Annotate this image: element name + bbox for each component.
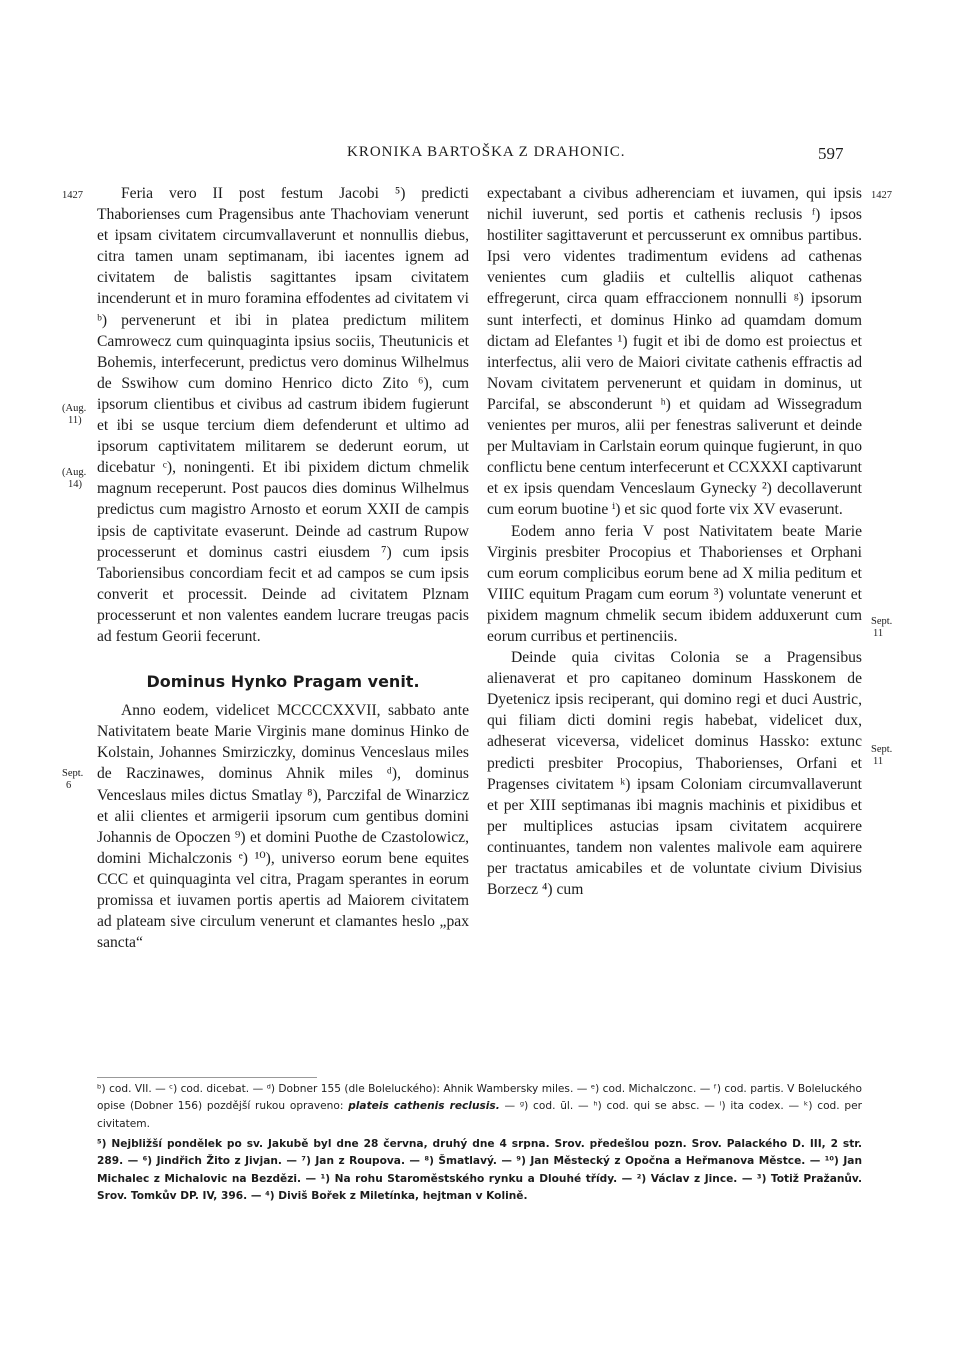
footnote-rule <box>97 1077 317 1078</box>
margin-year-right: 1427 <box>871 190 892 201</box>
right-paragraph-2: Eodem anno feria V post Nativitatem beate Marie Virginis presbiter Procopius et Thaborienses et Orphani cum eorum complicibus eorum bene ad X milia peditum et VIIIC equitum Pragam cum eorum ³) voluntate venerunt et pixidem magnum chmelik secum ibidem adduxerunt cum eorum curribus et pertinenciis. <box>487 522 862 645</box>
margin-date-sept11-first-line1: Sept. <box>871 616 893 627</box>
right-column <box>487 183 862 900</box>
left-column <box>97 183 469 953</box>
left-paragraph-2: Anno eodem, videlicet MCCCCXXVII, sabbato ante Nativitatem beate Marie Virginis mane dominus Hinko de Kolstain, Johannes Smirziczky, dominus Venceslaus miles de Raczinawes, dominus Ahnik miles ᵈ), dominus Venceslaus miles dictus Smatlay ⁸), Parczifal de Winarziсz et alii clientes et armigerii ipsorum cum gentibus domini Johannis de Opoczen ⁹) et domini Puothe de Czastolowicz, domini Michalczonis ᵉ) ¹⁰), universo eorum bene equites CCC et quinquaginta vel citra, Pragam sperantes in eorum promissa et iuvamen portis apertis ad Maiorem civitatem ad plateam sive circulum venerunt et clamantes heslo „pax sancta“ <box>97 702 469 952</box>
left-paragraph-1: Feria vero II post festum Jacobi ⁵) predicti Thaborienses cum Pragensibus ante Thachoviam venerunt et ipsam civitatem circumvallaverunt et nonnullis diebus, citra tamen unam septimanam, ibi iacentes ignem ad civitatem de balistis sagittantes ipsam civitatem incenderunt et in muro foramina effodentes ad civitatem vi ᵇ) pervenerunt et ibi in platea predictum militem Camrowecz cum quinquaginta ipsius sociis, Theutunicis et Bohemis, interfecerunt, predictus vero dominus Wilhelmus de Sswihow cum domino Henrico dicto Zito ⁶), cum ipsorum clientibus et civibus ad castrum ibidem fugierunt et ibi se usque tercium diem defenderunt et ultimo ad ipsorum captivitatem militarem se dederunt eorum, ut dicebatur ᶜ), noningenti. Et ibi pixidem dictum chmelik magnum receperunt. Post paucos dies dominus Wilhelmus predictus cum magistro Arnosto et eorum XXII de campis ipsis de captivitate evaserunt. Deinde ad castrum Rupow processerunt et dominus castri eiusdem ⁷) cum ipsis Taboriensibus concordiam fecit et ad campos se cum ipsis converit et processit. Deinde ad civitatem Plznam processerunt et non valentes eandem lucrare treugas pacis ad festum Georii fecerunt. <box>97 185 469 645</box>
page-number: 597 <box>818 144 844 163</box>
margin-date-sept6-line1: Sept. <box>62 768 84 779</box>
margin-date-sept11-second-line2: 11 <box>873 756 884 767</box>
margin-date-sept6-line2: 6 <box>66 780 72 791</box>
section-heading: Dominus Hynko Pragam venit. <box>146 672 420 692</box>
right-paragraph-3: Deinde quia civitas Colonia se a Pragensibus alienaverat et pro capitaneo dominum Hasskonem de Dyetenicz ipsis reciperant, qui domino regi et duci Austric, qui filiam dicti domini regis habebat, videlicet dux, adheserat viceversa, videlicet dominus Hassko: extunc predicti presbiter Procopius, Thaborienses, Orfani et Pragenses civitatem ᵏ) ipsam Coloniam circumvallaverunt et per XIII septimanas ibi magnis machinis et pixidibus et per multiplices astucias ipsam civitatem acquirere continuantes, tandem non valentes malivole eam aquirere per tractatus amicabiles et de voluntate civium Divisius Borzecz ⁴) cum <box>487 649 862 899</box>
margin-date-aug14-line2: 14) <box>68 479 82 490</box>
critical-notes-italic: plateis cathenis reclusis. <box>348 1100 500 1113</box>
right-paragraph-1: expectabant a civibus adherenciam et iuvamen, qui ipsis nichil iuverunt, sed portis et cathenis reclusis ᶠ) ipsos hostiliter sagittaverunt et percusserunt ex omnibus partibus. Ipsi vero videntes tradimentum evidens ad cathenas venientes cum gladiis et cultellis aliquot cathenas effregerunt, circa quam effraccionem nonnulli ᵍ) ipsorum sunt interfecti, et dominus Hinko ad quamdam domum dictam ad Elefantes ¹) fugit et ibi de domo est proiectus et interfectus, alii vero de Maiori civitate cathenis effractis ad Novam civitatem pervenerunt et quidam in dominus, ut Parcifal, se absconderunt ʰ) et quidam ad Wissegradum venientes per muros, alii per fenestras saliverunt et deinde per Multaviam in Carlstain eorum quinque fugierunt, in quo conflictu bene centum interfecerunt et CCXXXI captivarunt et ex ipsis quendam Venceslaum Gynecky ²) decollaverunt cum eorum buotine ⁱ) et sic quod forte vix XV evaserunt. <box>487 185 862 519</box>
margin-date-aug14-line1: (Aug. <box>62 467 87 478</box>
margin-year-left: 1427 <box>62 190 83 201</box>
margin-date-aug11-line2: 11) <box>68 415 82 426</box>
critical-notes-part2: — ᵍ) cod. ūl. — ʰ) cod. qui se absc. — ⁱ) ita codex. — ᵏ) cod. per civitatem. <box>97 1100 862 1130</box>
critical-apparatus <box>97 1081 862 1133</box>
explanatory-notes: ⁵) Nejbližší pondělek po sv. Jakubě byl dne 28 června, druhý dne 4 srpna. Srov. předešlou pozn. Srov. Palackého D. III, 2 str. 289. — ⁶) Jindřich Žito z Jivjan. — ⁷) Jan z Roupova. — ⁸) Šmatlavý. — ⁹) Jan Městecký z Opočna a Heřmanova Městce. — ¹⁰) Jan Michalec z Michalovic na Bezdězi. — ¹) Na rohu Staroměstského rynku a Dlouhé třídy. — ²) Václav z Jince. — ³) Totiž Pražanův. Srov. Tomkův DP. IV, 396. — ⁴) Diviš Bořek z Miletínka, hejtman v Kolině. <box>97 1138 862 1202</box>
critical-notes-part1: ᵇ) cod. VII. — ᶜ) cod. dicebat. — ᵈ) Dobner 155 (dle Boleluckého): Ahnik Wambersky miles. — ᵉ) cod. Michalczonc. — ᶠ) cod. partis. V Boleluckého opise (Dobner 156) pozdější rukou opraveno: <box>97 1083 862 1113</box>
margin-date-aug11-line1: (Aug. <box>62 403 87 414</box>
page-header-title: KRONIKA BARTOŠKA Z DRAHONIC. <box>347 144 626 160</box>
margin-date-sept11-first-line2: 11 <box>873 628 884 639</box>
margin-date-sept11-second-line1: Sept. <box>871 744 893 755</box>
